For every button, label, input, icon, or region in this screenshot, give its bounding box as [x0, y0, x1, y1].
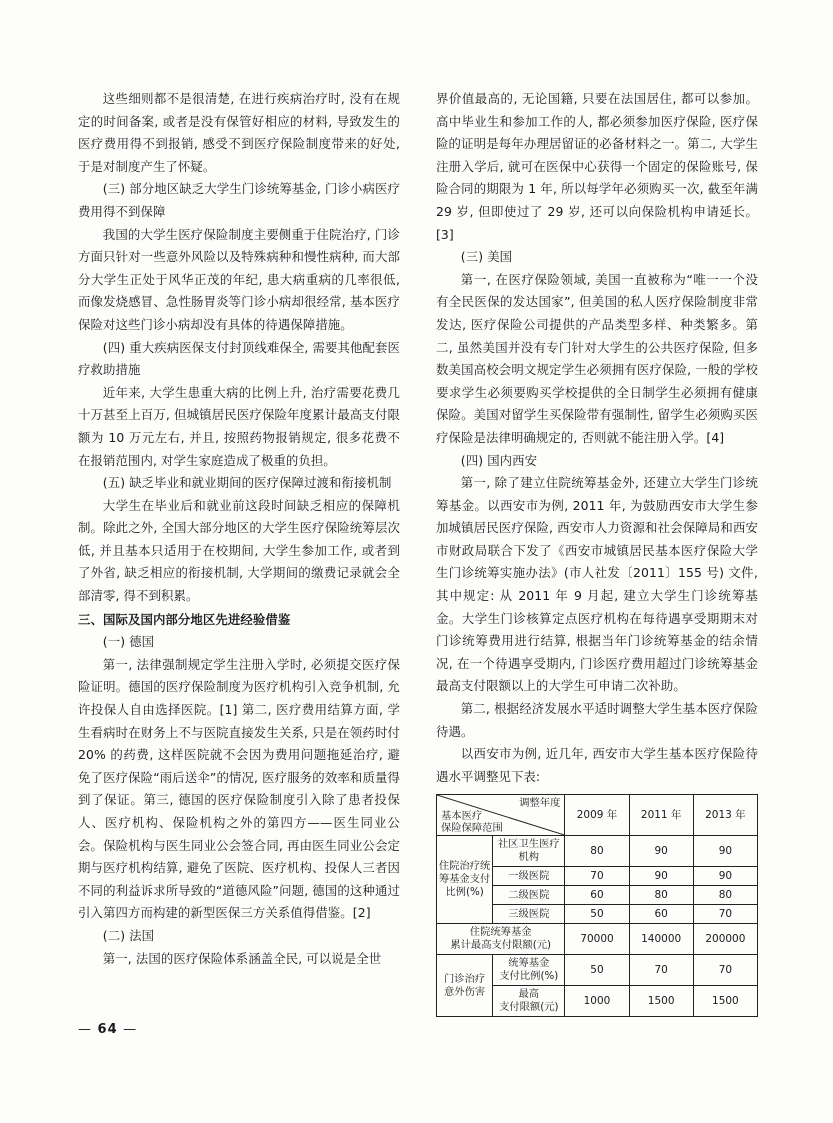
cell-value: 70: [693, 955, 757, 986]
subheading-usa: (三) 美国: [460, 249, 513, 265]
cell-value: 50: [565, 955, 629, 986]
cell-value: 140000: [629, 924, 693, 955]
subheading-5: (五) 缺乏毕业和就业期间的医疗保障过渡和衔接机制: [102, 475, 392, 491]
subheading-germany: (一) 德国: [102, 634, 155, 650]
cell-value: 80: [565, 836, 629, 867]
cell-value: 70: [565, 867, 629, 886]
row-group-outpatient: 门诊治疗 意外伤害: [437, 955, 493, 1017]
cell-value: 90: [629, 867, 693, 886]
paragraph: 我国的大学生医疗保险制度主要侧重于住院治疗, 门诊方面只针对一些意外风险以及特殊病种和慢性病种, 而大部分大学生正处于风华正茂的年纪, 患大病重病的几率很低, 而像发烧感冒、急性肠胃炎等门诊小病却很经常, 基本医疗保险对这些门诊小病却没有具体的待遇保障措施。: [78, 226, 400, 332]
cell-value: 90: [629, 836, 693, 867]
row-label-ceiling: 住院统筹基金 累计最高支付限额(元): [437, 924, 565, 955]
paragraph: 以西安市为例, 近几年, 西安市大学生基本医疗保险待遇水平调整见下表:: [436, 746, 758, 784]
two-column-body: [78, 88, 758, 1018]
cell-value: 60: [629, 905, 693, 924]
subheading-4: (四) 重大疾病医保支付封顶线难保全, 需要其他配套医疗救助措施: [78, 339, 400, 378]
table-row: [437, 955, 758, 986]
paragraph: 这些细则都不是很清楚, 在进行疾病治疗时, 没有在规定的时间备案, 或者是没有保管好相应的材料, 导致发生的医疗费用得不到报销, 感受不到医疗保险制度带来的好处, 于是对制度产生了怀疑。: [78, 91, 400, 174]
cell-value: 200000: [693, 924, 757, 955]
row-label: 三级医院: [493, 905, 565, 924]
row-group-hospital: 住院治疗统 筹基金支付 比例(%): [437, 836, 493, 924]
row-label: 一级医院: [493, 867, 565, 886]
year-header-2013: 2013 年: [693, 795, 757, 836]
page-number: [78, 1022, 137, 1037]
left-column: [78, 88, 400, 1018]
section-heading-three: 三、国际及国内部分地区先进经验借鉴: [78, 611, 291, 627]
year-header-2009: 2009 年: [565, 795, 629, 836]
paragraph: 近年来, 大学生患重大病的比例上升, 治疗需要花费几十万甚至上百万, 但城镇居民医疗保险年度累计最高支付限额为 10 万元左右, 并且, 按照药物报销规定, 很多花费不在报销范围内, 对学生家庭造成了极重的负担。: [78, 384, 400, 468]
cell-value: 80: [693, 886, 757, 905]
paragraph: 大学生在毕业后和就业前这段时间缺乏相应的保障机制。除此之外, 全国大部分地区的大学生医疗保险统筹层次低, 并且基本只适用于在校期间, 大学生参加工作, 或者到了外省, 缺乏相应的衔接机制, 大学期间的缴费记录就会全部清零, 得不到积累。: [78, 497, 400, 604]
cell-value: 70: [629, 955, 693, 986]
paragraph: 第一, 除了建立住院统筹基金外, 还建立大学生门诊统筹基金。以西安市为例, 2011 年, 为鼓励西安市大学生参加城镇居民医疗保险, 西安市人力资源和社会保障局和西安市财政局联合下发了《西安市城镇居民基本医疗保险大学生门诊统筹实施办法》(市人社发〔2011〕155 号) 文件, 其中规定: 从 2011 年 9 月起, 建立大学生门诊统筹基金。大学生门诊核算定点医疗机构在每待遇享受期期末对门诊统筹费用进行结算, 根据当年门诊统筹基金的结余情况, 在一个待遇享受期内, 门诊医疗费用超过门诊统筹基金最高支付限额以上的大学生可申请二次补助。: [436, 475, 758, 694]
cell-value: 70000: [565, 924, 629, 955]
table-row: [437, 836, 758, 867]
table-corner-cell: [437, 795, 565, 836]
cell-value: 50: [565, 905, 629, 924]
medical-benefits-table: [436, 794, 758, 1017]
page-dash-right: —: [123, 1022, 138, 1037]
paragraph: 第一, 法律强制规定学生注册入学时, 必须提交医疗保险证明。德国的医疗保险制度为医疗机构引入竞争机制, 允许投保人自由选择医院。[1] 第二, 医疗费用结算方面, 学生看病时在财务上不与医院直接发生关系, 只是在领药时付 20% 的药费, 这样医院就不会因为费用问题拖延治疗, 避免了医疗保险“雨后送伞”的情况, 医疗服务的效率和质量得到了保证。第三, 德国的医疗保险制度引入除了患者投保人、医疗机构、保险机构之外的第四方——医生同业公会。保险机构与医生同业公会签合同, 再由医生同业公会定期与医疗机构结算, 避免了医院、医疗机构、投保人三者因不同的利益诉求所导致的“道德风险”问题, 德国的这种通过引入第四方而构建的新型医保三方关系值得借鉴。[2]: [78, 656, 400, 921]
subheading-france: (二) 法国: [102, 927, 155, 943]
corner-label-top: 调整年度: [519, 797, 561, 810]
right-column: [436, 88, 758, 1018]
medical-benefits-table-wrap: [436, 794, 758, 1017]
cell-value: 90: [693, 867, 757, 886]
cell-value: 1500: [693, 986, 757, 1017]
row-label: 最高 支付限额(元): [493, 986, 565, 1017]
subheading-xian: (四) 国内西安: [460, 452, 538, 468]
paragraph: 第二, 根据经济发展水平适时调整大学生基本医疗保险待遇。: [436, 701, 758, 739]
paragraph: 第一, 法国的医疗保险体系涵盖全民, 可以说是全世: [102, 950, 382, 966]
cell-value: 80: [629, 886, 693, 905]
cell-value: 70: [693, 905, 757, 924]
cell-value: 1500: [629, 986, 693, 1017]
page-number-value: 64: [97, 1022, 118, 1037]
paragraph: 界价值最高的, 无论国籍, 只要在法国居住, 都可以参加。高中毕业生和参加工作的人, 都必须参加医疗保险, 医疗保险的证明是每年办理居留证的必备材料之一。第二, 大学生注册入学后, 就可在医保中心获得一个固定的保险账号, 保险合同的期限为 1 年, 所以每学年必须购买一次, 截至年满 29 岁, 但即使过了 29 岁, 还可以向保险机构申请延长。[3]: [436, 91, 758, 242]
cell-value: 1000: [565, 986, 629, 1017]
paragraph: 第一, 在医疗保险领域, 美国一直被称为“唯一一个没有全民医保的发达国家”, 但美国的私人医疗保险制度非常发达, 医疗保险公司提供的产品类型多样、种类繁多。第二, 虽然美国并没有专门针对大学生的公共医疗保险, 但多数美国高校会明文规定学生必须拥有医疗保险, 一般的学校要求学生必须要购买学校提供的全日制学生必须拥有健康保险。美国对留学生买保险带有强制性, 留学生必须购买医疗保险是法律明确规定的, 否则就不能注册入学。[4]: [436, 271, 758, 445]
row-label: 二级医院: [493, 886, 565, 905]
row-label: 社区卫生医疗机构: [493, 836, 565, 867]
page-dash-left: —: [78, 1022, 92, 1037]
row-label: 统筹基金 支付比例(%): [493, 955, 565, 986]
corner-label-bottom: 基本医疗 保险保障范围: [441, 810, 503, 835]
cell-value: 60: [565, 886, 629, 905]
subheading-3: (三) 部分地区缺乏大学生门诊统筹基金, 门诊小病医疗费用得不到保障: [78, 181, 400, 219]
cell-value: 90: [693, 836, 757, 867]
table-header-row: [437, 795, 758, 836]
table-row: [437, 924, 758, 955]
year-header-2011: 2011 年: [629, 795, 693, 836]
